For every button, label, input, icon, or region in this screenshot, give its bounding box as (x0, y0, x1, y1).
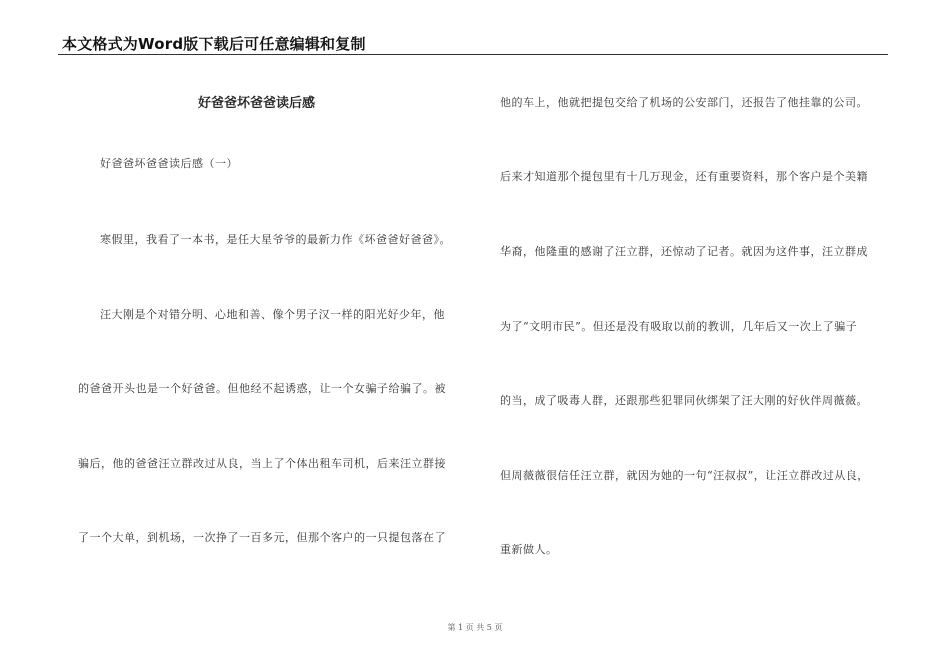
paragraph-line: 的爸爸开头也是一个好爸爸。但他经不起诱惑，让一个女骗子给骗了。被 (78, 382, 446, 395)
paragraph-line: 但周薇薇很信任汪立群，就因为她的一句“汪叔叔”，让汪立群改过从良， (500, 469, 869, 482)
paragraph-line: 骗后，他的爸爸汪立群改过从良，当上了个体出租车司机，后来汪立群接 (78, 457, 446, 470)
document-title: 好爸爸坏爸爸读后感 (198, 96, 316, 111)
paragraph-line: 后来才知道那个提包里有十几万现金，还有重要资料，那个客户是个美籍 (500, 170, 868, 183)
paragraph-line: 寒假里，我看了一本书，是任大星爷爷的最新力作《坏爸爸好爸爸》。 (100, 233, 451, 246)
paragraph-line: 了一个大单，到机场，一次挣了一百多元，但那个客户的一只提包落在了 (78, 531, 446, 544)
paragraph-line: 华裔，他隆重的感谢了汪立群，还惊动了记者。就因为这件事，汪立群成 (500, 245, 868, 258)
header-divider (58, 54, 888, 55)
paragraph-line: 为了“文明市民”。但还是没有吸取以前的教训，几年后又一次上了骗子 (500, 320, 858, 333)
paragraph-line: 的当，成了吸毒人群，还跟那些犯罪同伙绑架了汪大刚的好伙伴周薇薇。 (500, 394, 868, 407)
paragraph-line: 重新做人。 (500, 543, 558, 556)
page-number: 第 1 页 共 5 页 (447, 623, 503, 632)
paragraph-line: 汪大刚是个对错分明、心地和善、像个男子汉一样的阳光好少年，他 (100, 308, 445, 321)
paragraph-line: 好爸爸坏爸爸读后感（一） (100, 157, 238, 170)
paragraph-line: 他的车上，他就把提包交给了机场的公安部门，还报告了他挂靠的公司。 (500, 96, 868, 109)
document-header-banner: 本文格式为Word版下载后可任意编辑和复制 (62, 35, 366, 53)
